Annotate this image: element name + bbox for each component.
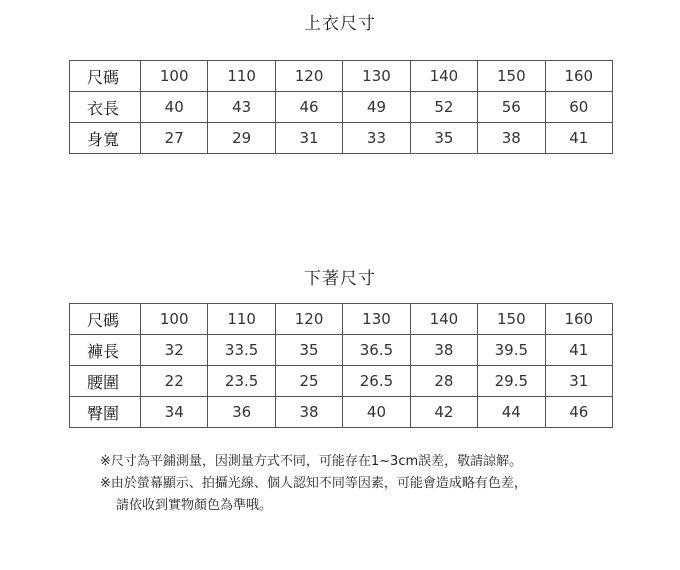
table-cell: 27 bbox=[141, 123, 208, 154]
table-cell: 35 bbox=[275, 335, 342, 366]
table-cell: 52 bbox=[410, 92, 477, 123]
size-header-cell: 110 bbox=[208, 61, 275, 92]
table-cell: 44 bbox=[478, 397, 545, 428]
row-label: 臀圍 bbox=[70, 397, 141, 428]
table-header-row bbox=[70, 61, 613, 92]
row-label: 身寬 bbox=[70, 123, 141, 154]
size-header-cell: 120 bbox=[275, 304, 342, 335]
table-cell: 39.5 bbox=[478, 335, 545, 366]
table-row bbox=[70, 397, 613, 428]
table-cell: 33.5 bbox=[208, 335, 275, 366]
table-cell: 41 bbox=[545, 335, 612, 366]
bottom-size-table bbox=[69, 303, 613, 428]
row-label: 衣長 bbox=[70, 92, 141, 123]
size-notes bbox=[100, 451, 527, 517]
size-header-cell: 150 bbox=[478, 61, 545, 92]
table-cell: 34 bbox=[141, 397, 208, 428]
table-cell: 43 bbox=[208, 92, 275, 123]
table-cell: 60 bbox=[545, 92, 612, 123]
table-cell: 25 bbox=[275, 366, 342, 397]
size-header-cell: 100 bbox=[141, 304, 208, 335]
table-cell: 29 bbox=[208, 123, 275, 154]
size-header-cell: 130 bbox=[343, 304, 410, 335]
size-header-label: 尺碼 bbox=[70, 304, 141, 335]
size-header-cell: 140 bbox=[410, 304, 477, 335]
table-cell: 26.5 bbox=[343, 366, 410, 397]
table-row bbox=[70, 92, 613, 123]
row-label: 褲長 bbox=[70, 335, 141, 366]
table-row bbox=[70, 335, 613, 366]
size-header-cell: 160 bbox=[545, 61, 612, 92]
table-cell: 41 bbox=[545, 123, 612, 154]
top-size-table bbox=[69, 60, 613, 154]
size-header-cell: 120 bbox=[275, 61, 342, 92]
table-cell: 35 bbox=[410, 123, 477, 154]
table-cell: 38 bbox=[275, 397, 342, 428]
size-header-cell: 130 bbox=[343, 61, 410, 92]
table-cell: 49 bbox=[343, 92, 410, 123]
table-row bbox=[70, 366, 613, 397]
note-line: ※尺寸為平鋪測量，因測量方式不同，可能存在1~3cm誤差，敬請諒解。 bbox=[100, 454, 523, 469]
size-header-label: 尺碼 bbox=[70, 61, 141, 92]
table-cell: 38 bbox=[410, 335, 477, 366]
bottom-size-title: 下著尺寸 bbox=[304, 269, 376, 289]
size-header-cell: 160 bbox=[545, 304, 612, 335]
note-line: ※由於螢幕顯示、拍攝光線、個人認知不同等因素，可能會造成略有色差， bbox=[100, 476, 527, 491]
table-cell: 22 bbox=[141, 366, 208, 397]
table-cell: 28 bbox=[410, 366, 477, 397]
table-cell: 40 bbox=[141, 92, 208, 123]
note-line: 請依收到實物顏色為準哦。 bbox=[116, 498, 273, 513]
table-cell: 36.5 bbox=[343, 335, 410, 366]
table-cell: 42 bbox=[410, 397, 477, 428]
table-cell: 23.5 bbox=[208, 366, 275, 397]
table-cell: 32 bbox=[141, 335, 208, 366]
table-cell: 33 bbox=[343, 123, 410, 154]
table-cell: 31 bbox=[275, 123, 342, 154]
table-cell: 36 bbox=[208, 397, 275, 428]
size-header-cell: 100 bbox=[141, 61, 208, 92]
row-label: 腰圍 bbox=[70, 366, 141, 397]
table-cell: 40 bbox=[343, 397, 410, 428]
top-size-title: 上衣尺寸 bbox=[304, 14, 376, 34]
table-cell: 38 bbox=[478, 123, 545, 154]
size-header-cell: 110 bbox=[208, 304, 275, 335]
table-header-row bbox=[70, 304, 613, 335]
table-cell: 31 bbox=[545, 366, 612, 397]
size-header-cell: 140 bbox=[410, 61, 477, 92]
table-cell: 46 bbox=[275, 92, 342, 123]
table-cell: 29.5 bbox=[478, 366, 545, 397]
table-row bbox=[70, 123, 613, 154]
size-header-cell: 150 bbox=[478, 304, 545, 335]
table-cell: 56 bbox=[478, 92, 545, 123]
table-cell: 46 bbox=[545, 397, 612, 428]
